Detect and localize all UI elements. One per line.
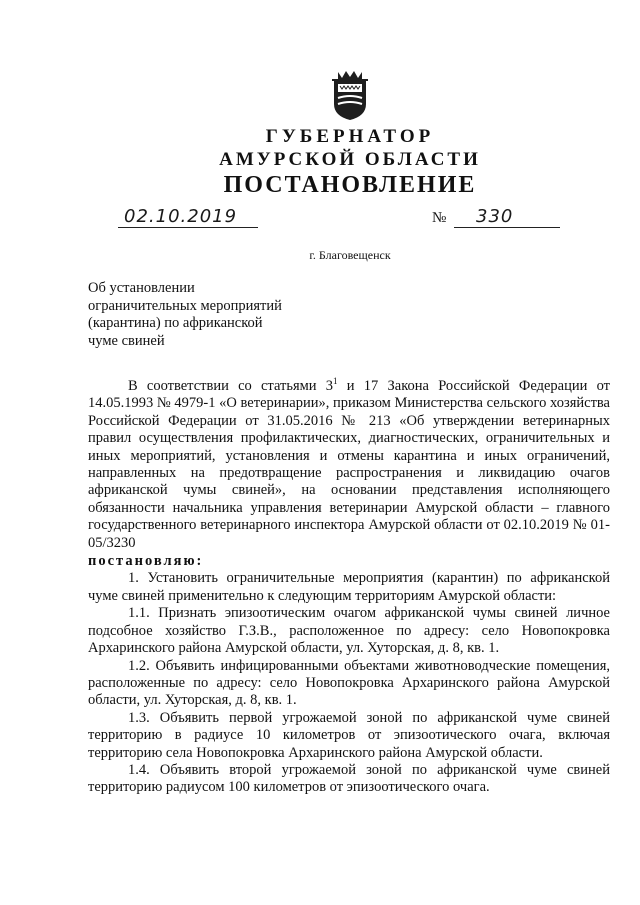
number-underline <box>454 227 560 228</box>
clause-1-1: 1.1. Признать эпизоотическим очагом африканской чумы свиней личное подсобное хозяйство Г.З.В., расположенное по адресу: село Новопокровка Архаринского района Амурской области, ул. Хуторская, д. 8, кв. 1. <box>88 605 610 657</box>
preamble-text-rest: и 17 Закона Российской Федерации от 14.05.1993 № 4979-1 «О ветеринарии», приказом Министерства сельского хозяйства Российской Федерации от 31.05.2016 № 213 «Об утверждении ветеринарных правил осуществления профилактических, диагностических, ограничительных и иных мероприятий, установления и отмены карантина и иных ограничений, направленных на предотвращение распространения и ликвидацию очагов африканской чумы свиней», на основании представления исполняющего обязанности начальника управления ветеринарии Амурской области – главного государственного ветеринарного инспектора Амурской области от 02.10.2019 № 01-05/3230 <box>88 378 610 551</box>
subject-line: Об установлении <box>88 280 195 296</box>
document-type-title: ПОСТАНОВЛЕНИЕ <box>223 172 477 198</box>
subject-line: чуме свиней <box>88 332 165 349</box>
document-subject <box>88 280 282 350</box>
document-number-label: № <box>432 210 447 226</box>
preamble-superscript: 1 <box>333 376 338 387</box>
clause-1: 1. Установить ограничительные мероприятия (карантин) по африканской чуме свиней применительно к следующим территориям Амурской области: <box>88 570 610 604</box>
document-number: 330 <box>476 206 514 227</box>
date-underline <box>118 227 258 228</box>
subject-line: ограничительных мероприятий <box>88 297 282 314</box>
document-date-field <box>118 204 258 232</box>
document-body <box>88 378 610 797</box>
clause-1-2: 1.2. Объявить инфицированными объектами животноводческие помещения, расположенные по адресу: село Новопокровка Архаринского района Амурской области, ул. Хуторская, д. 8, кв. 1. <box>88 657 610 709</box>
decree-keyword: постановляю: <box>88 553 204 570</box>
preamble-text-start: В соответствии со статьями 3 <box>128 378 334 394</box>
header-title-region: АМУРСКОЙ ОБЛАСТИ <box>219 149 481 170</box>
header-title-governor: ГУБЕРНАТОР <box>265 126 435 147</box>
document-date: 02.10.2019 <box>124 206 238 227</box>
document-number-field <box>454 204 560 232</box>
coat-of-arms-emblem <box>328 66 372 122</box>
clause-1-3: 1.3. Объявить первой угрожаемой зоной по африканской чуме свиней территорию в радиусе 10 километров от эпизоотического очага, включая территорию села Новопокровка Архаринского района Амурской области. <box>88 709 610 761</box>
city-label: г. Благовещенск <box>309 248 391 262</box>
clause-1-4: 1.4. Объявить второй угрожаемой зоной по африканской чуме свиней территорию радиусом 100 километров от эпизоотического очага. <box>88 761 610 796</box>
subject-line: (карантина) по африканской <box>88 315 263 331</box>
preamble-paragraph <box>88 378 610 552</box>
